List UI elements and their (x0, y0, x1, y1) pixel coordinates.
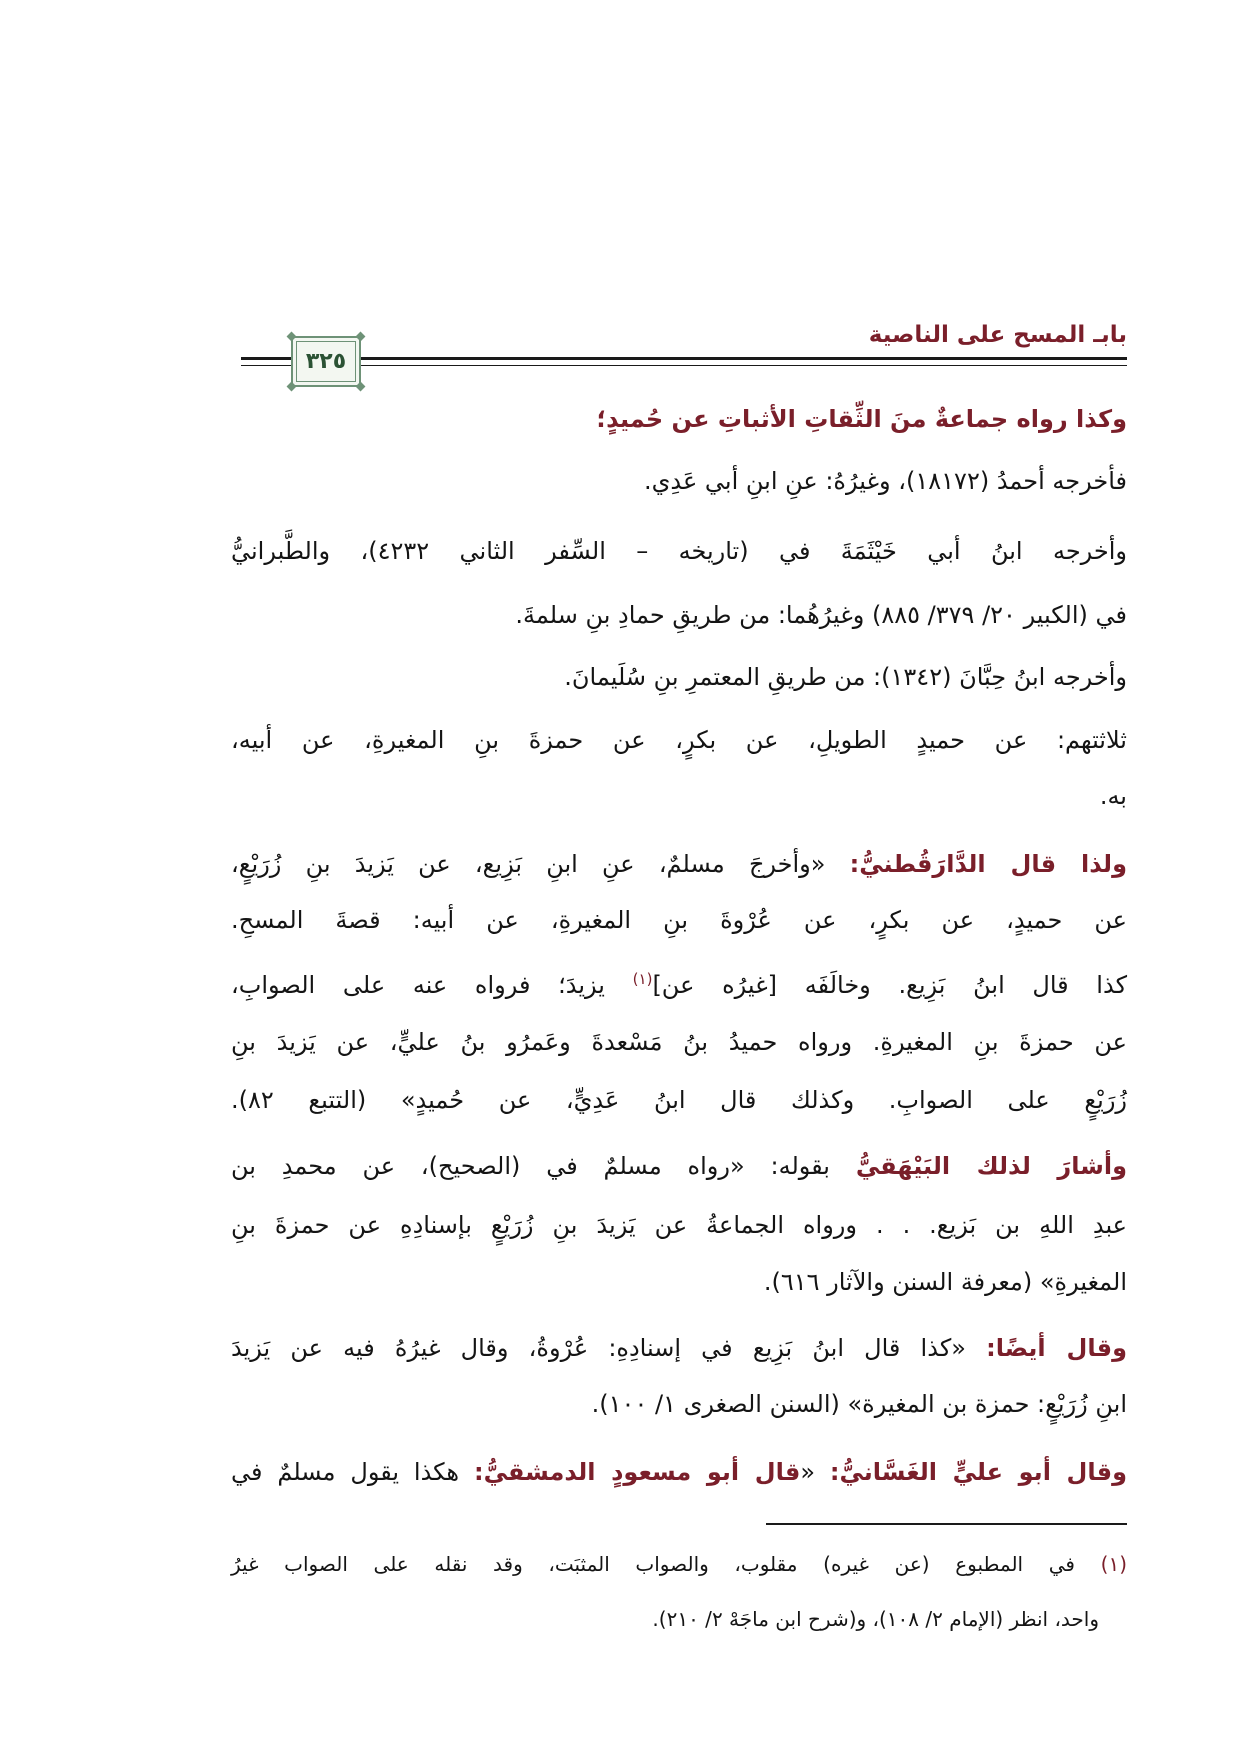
footnote-marker: (١) (1100, 1552, 1127, 1576)
footnote-text: واحد، انظر (الإمام ٢/ ١٠٨)، و(شرح ابن ماجَهْ ٢/ ٢١٠). (652, 1607, 1099, 1631)
line-text: يزيدَ؛ فرواه عنه على الصوابِ، (231, 971, 605, 999)
line-text: عن حميدٍ، عن بكرٍ، عن عُرْوةَ بنِ المغيرةِ، عن أبيه: قصةَ المسحِ. (231, 906, 1127, 934)
line-text: كذا قال ابنُ بَزِيع. وخالَفَه [غيرُه عن] (652, 971, 1127, 999)
line-text: زُرَيْعٍ على الصوابِ. وكذلك قال ابنُ عَدِيٍّ، عن حُميدٍ» (التتبع ٨٢). (231, 1086, 1127, 1114)
line-text: وأخرجه ابنُ أبي خَيْثَمَةَ في (تاريخه – السِّفر الثاني ٤٢٣٢)، والطَّبرانيُّ (231, 537, 1127, 565)
line-text: به. (1099, 782, 1127, 810)
body-line (231, 900, 1127, 940)
body-line (231, 595, 1127, 635)
body-line (231, 657, 1127, 697)
footnote-separator (766, 1523, 1127, 1525)
body-line (231, 720, 1127, 760)
footnote-line (231, 1601, 1099, 1637)
footnote-reference: (١) (632, 970, 653, 988)
bold-lead: ولذا قال الدَّارَقُطنيُّ: (849, 850, 1127, 878)
line-text: «وأخرجَ مسلمٌ، عنِ ابنِ بَزِيع، عن يَزيدَ بنِ زُرَيْعٍ، (231, 850, 826, 878)
page-number: ٣٢٥ (305, 349, 347, 374)
bold-lead: وأشارَ لذلك البَيْهَقيُّ (855, 1152, 1127, 1180)
line-text: فأخرجه أحمدُ (١٨١٧٢)، وغيرُهُ: عنِ ابنِ أبي عَدِي. (643, 467, 1127, 495)
line-text: بقوله: «رواه مسلمٌ في (الصحيح)، عن محمدِ بن (231, 1152, 830, 1180)
line-text: هكذا يقول مسلمٌ في (231, 1458, 460, 1486)
header-rule-right-thin (361, 365, 1127, 366)
body-line (231, 1328, 1127, 1368)
body-line (231, 1452, 1127, 1492)
footnote-line (231, 1546, 1127, 1582)
body-line (231, 1384, 1127, 1424)
page-number-frame (291, 336, 361, 387)
bold-heading: وكذا رواه جماعةٌ منَ الثِّقاتِ الأثباتِ عن حُميدٍ؛ (596, 405, 1127, 433)
body-line (231, 776, 1127, 816)
bold-lead: وقال أبو عليٍّ الغَسَّانيُّ: (829, 1458, 1127, 1486)
body-line (231, 1146, 1127, 1186)
header-rule-right-thick (361, 357, 1127, 360)
body-line (231, 1262, 1127, 1302)
line-text: وأخرجه ابنُ حِبَّانَ (١٣٤٢): من طريقِ المعتمرِ بنِ سُلَيمانَ. (564, 663, 1127, 691)
line-text: عبدِ اللهِ بن بَزيع. . . ورواه الجماعةُ عن يَزيدَ بنِ زُرَيْعٍ بإسنادِهِ عن حمزةَ بنِ (231, 1211, 1127, 1239)
line-text: في (الكبير ٢٠/ ٣٧٩/ ٨٨٥) وغيرُهُما: من طريقِ حمادِ بنِ سلمةَ. (515, 601, 1127, 629)
body-line (231, 1205, 1127, 1245)
running-header-title: بابـ المسح على الناصية (868, 322, 1127, 348)
body-line (231, 461, 1127, 501)
line-text: المغيرةِ» (معرفة السنن والآثار ٦١٦). (763, 1268, 1127, 1296)
body-line-heading (231, 399, 1127, 439)
header-rule-left-thick (241, 357, 291, 360)
footnote-text: في المطبوع (عن غيره) مقلوب، والصواب المثبَت، وقد نقله على الصواب غيرُ (231, 1552, 1075, 1576)
line-text: ثلاثتهم: عن حميدٍ الطويلِ، عن بكرٍ، عن حمزةَ بنِ المغيرةِ، عن أبيه، (231, 726, 1127, 754)
bold-lead: وقال أيضًا: (986, 1334, 1127, 1362)
line-text: «كذا قال ابنُ بَزِيع في إسنادِهِ: عُرْوةُ، وقال غيرُهُ فيه عن يَزيدَ (231, 1334, 966, 1362)
quote-open-mark: « (800, 1458, 815, 1486)
body-line (231, 531, 1127, 571)
line-text: ابنِ زُرَيْعٍ: حمزة بن المغيرة» (السنن الصغرى ١/ ١٠٠). (591, 1390, 1127, 1418)
body-line (231, 965, 1127, 1005)
header-rule-left-thin (241, 365, 291, 366)
body-line (231, 1080, 1127, 1120)
bold-lead-inner: قال أبو مسعودٍ الدمشقيُّ: (473, 1458, 801, 1486)
body-line (231, 844, 1127, 884)
body-line (231, 1022, 1127, 1062)
line-text: عن حمزةَ بنِ المغيرةِ. ورواه حميدُ بنُ مَسْعدةَ وعَمرُو بنُ عليٍّ، عن يَزيدَ بنِ (231, 1028, 1127, 1056)
